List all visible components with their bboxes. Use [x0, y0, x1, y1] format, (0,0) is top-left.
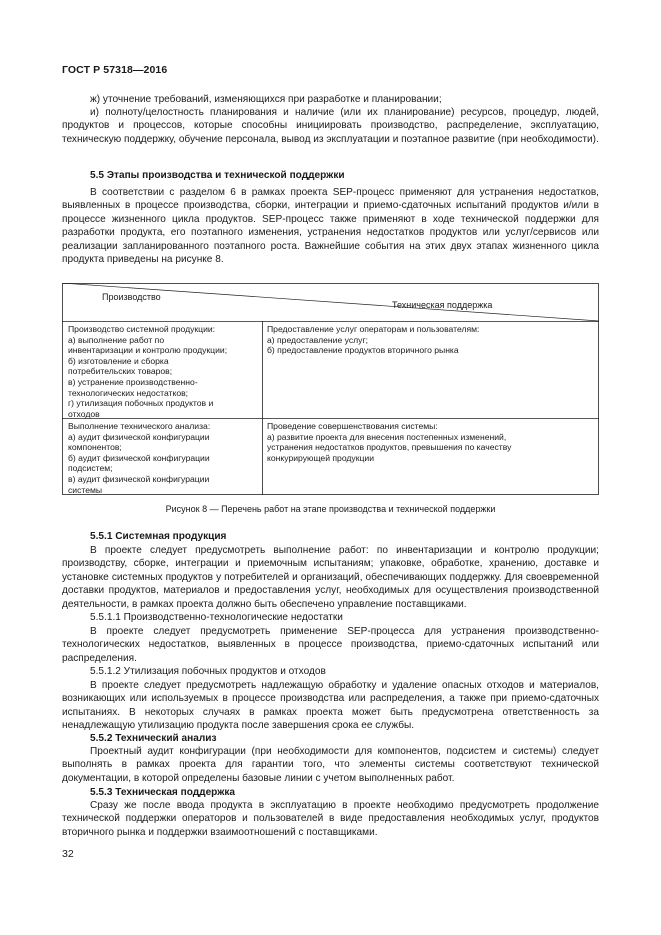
- subsection-paragraph-5-5-1-2: В проекте следует предусмотреть надлежащую обработку и удаление опасных отходов и материалов, возникающих или используемых в процессе производства или распределения, а также при приемо-сдаточных испытаниях. В некоторых случаях в рамках проекта может быть предусмотрена ответственность за ненадлежащую утилизацию продукта после завершения срока ее службы.: [62, 680, 599, 732]
- cell-line: конкурирующей продукции: [267, 452, 375, 463]
- cell-system-improvement: [267, 421, 511, 463]
- cell-line: технологических недостатков;: [68, 387, 189, 398]
- list-item-zh: ж) уточнение требований, изменяющихся при разработке и планировании;: [90, 94, 442, 105]
- cell-line: г) утилизация побочных продуктов и: [68, 398, 214, 409]
- cell-line: б) предоставление продуктов вторичного рынка: [267, 345, 459, 356]
- section-paragraph-5-5-2: Проектный аудит конфигурации (при необходимости для компонентов, подсистем и системы) следует выполнять в рамках проекта для гарантии того, что элементы системы соответствуют технической документации, в которой определены базовые линии с учетом выполненных работ.: [62, 746, 599, 784]
- list-item-i: и) полноту/целостность планирования и наличие (или их планирование) ресурсов, процедур, людей, продуктов и процессов, которые способны инициировать производство, распределение, эксплуатацию, техническую поддержку, обучение персонала, вывод из эксплуатации и поэтапное развитие (при необходимости).: [62, 107, 599, 145]
- cell-line: отходов: [68, 408, 100, 419]
- figure-caption: Рисунок 8 — Перечень работ на этапе производства и технической поддержки: [165, 504, 496, 514]
- cell-line: устранения недостатков продуктов, превышения по качеству: [267, 442, 512, 453]
- subsection-heading-5-5-1-2: 5.5.1.2 Утилизация побочных продуктов и отходов: [90, 666, 326, 677]
- figure-8-table: [62, 283, 599, 495]
- section-heading-5-5-1: 5.5.1 Системная продукция: [90, 531, 227, 542]
- cell-line: в) устранение производственно-: [68, 376, 198, 387]
- section-paragraph-5-5-3: Сразу же после ввода продукта в эксплуатацию в проекте необходимо предусмотреть продолжение технической поддержки операторов и пользователей в виде предоставления необходимых услуг, продуктов вторичного рынка и поддержки взаимоотношений с поставщиками.: [62, 800, 599, 838]
- section-heading-5-5: 5.5 Этапы производства и технической поддержки: [90, 170, 345, 181]
- page-number: 32: [62, 848, 74, 860]
- column-label-production: Производство: [102, 292, 161, 302]
- cell-line: Предоставление услуг операторам и пользователям:: [267, 324, 480, 334]
- section-paragraph-5-5: В соответствии с разделом 6 в рамках проекта SEP-процесс применяют для устранения недостатков, выявленных в процессе производства, сборки, интеграции и приемо-сдаточных испытаний продуктов и/или в процессе жизненного цикла продуктов. SEP-процесс также применяют в ходе технической поддержки для разработки продукта, его поэтапного изменения, устранения недостатков продуктов или услуг/сервисов или реализации запланированного поэтапного роста. Важнейшие события на этих двух этапах жизненного цикла продукта приведены на рисунке 8.: [62, 187, 599, 266]
- cell-line: подсистем;: [68, 463, 113, 474]
- cell-line: потребительских товаров;: [68, 366, 173, 377]
- cell-line: Выполнение технического анализа:: [68, 421, 211, 431]
- cell-production-system: [68, 324, 227, 419]
- section-heading-5-5-2: 5.5.2 Технический анализ: [90, 733, 217, 744]
- cell-line: б) изготовление и сборка: [68, 355, 169, 366]
- cell-line: Проведение совершенствования системы:: [267, 421, 438, 431]
- subsection-paragraph-5-5-1-1: В проекте следует предусмотреть применение SEP-процесса для устранения производственно-технологических недостатков, выявленных в процессе производства, приемо-сдаточных испытаний или распределения.: [62, 626, 599, 664]
- cell-line: инвентаризации и контролю продукции;: [68, 345, 228, 356]
- cell-line: а) предоставление услуг;: [267, 334, 368, 345]
- cell-line: а) аудит физической конфигурации: [68, 431, 210, 442]
- cell-services: [267, 324, 479, 356]
- cell-line: компонентов;: [68, 442, 122, 453]
- section-paragraph-5-5-1: В проекте следует предусмотреть выполнение работ: по инвентаризации и контролю продукции; производству, сборке, интеграции и приемочным испытаниям; упаковке, обработке, хранению, доставке и установке системных продуктов у потребителей и организаций, обеспечивающих поддержку. Для своевременной доставки продуктов, материалов и предоставления услуг, необходимых для осуществления производственной деятельности, в рамках проекта должно быть обеспечено управление поставщиками.: [62, 545, 599, 610]
- cell-line: а) выполнение работ по: [68, 334, 165, 345]
- cell-line: в) аудит физической конфигурации: [68, 473, 210, 484]
- document-header: ГОСТ Р 57318—2016: [62, 64, 168, 76]
- column-label-support: Техническая поддержка: [392, 300, 493, 310]
- subsection-heading-5-5-1-1: 5.5.1.1 Производственно-технологические недостатки: [90, 612, 343, 623]
- cell-line: Производство системной продукции:: [68, 324, 216, 334]
- cell-line: б) аудит физической конфигурации: [68, 452, 210, 463]
- cell-line: а) развитие проекта для внесения постепенных изменений,: [267, 431, 507, 442]
- cell-line: системы: [68, 484, 103, 495]
- cell-technical-analysis: [68, 421, 210, 495]
- section-heading-5-5-3: 5.5.3 Техническая поддержка: [90, 787, 236, 798]
